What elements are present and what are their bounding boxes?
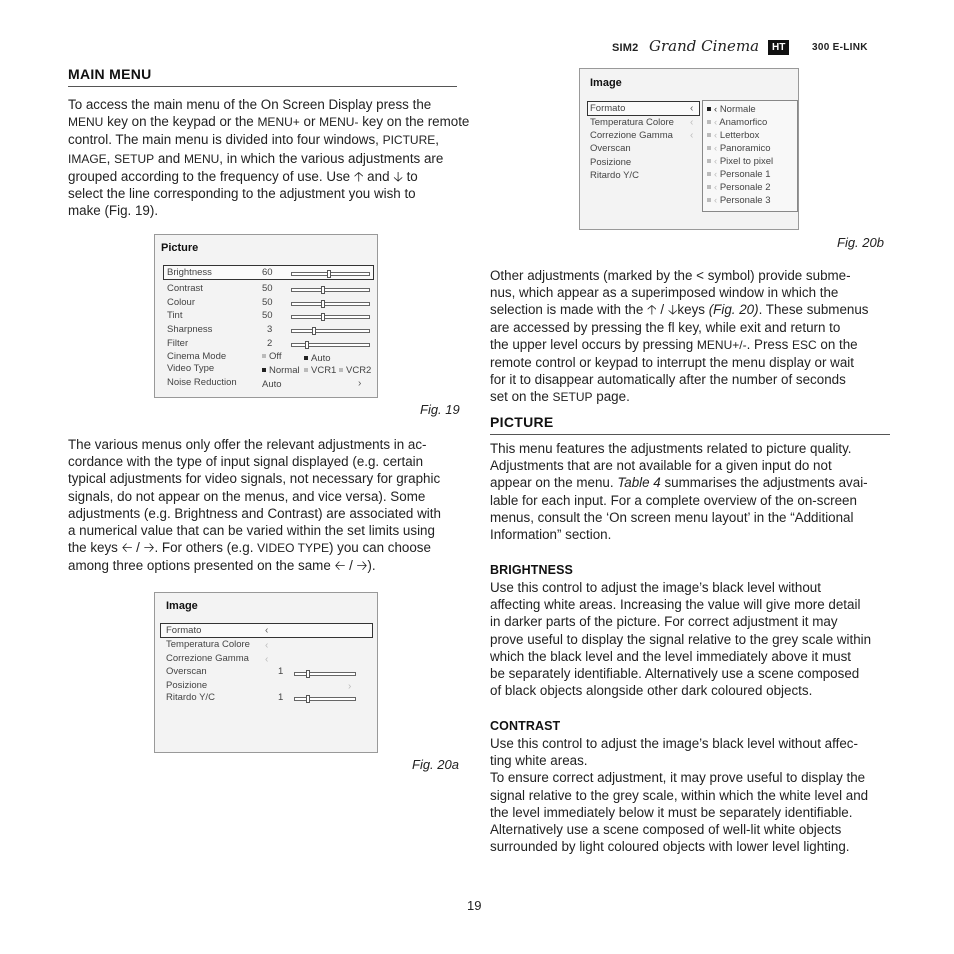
text-segment: PICTURE: [382, 133, 436, 148]
fig20b-option: [707, 156, 773, 167]
main-menu-heading: MAIN MENU: [68, 66, 152, 82]
slider-track: [291, 315, 370, 319]
fig19-row-label: Filter: [167, 338, 189, 349]
slider-track: [291, 302, 370, 306]
selected-chevron-left-icon: ‹: [690, 103, 694, 114]
text-line: make (Fig. 19).: [68, 203, 159, 219]
text-line: for it to disappear automatically after the number of seconds: [490, 372, 846, 388]
brand-header: [612, 37, 912, 58]
fig20b-option-label: Personale 2: [719, 182, 771, 193]
text-line: Adjustments that are not available for a given input do not: [490, 458, 832, 474]
fig19-row-value: 2: [267, 338, 273, 349]
slider-track: [291, 288, 370, 292]
text-segment: , in which the various adjustments are: [219, 150, 444, 166]
text-segment: IMAGE: [68, 151, 107, 166]
selected-chevron-left-icon: ‹: [265, 625, 269, 636]
text-segment: VIDEO TYPE: [257, 541, 329, 556]
fig19-row-label: Tint: [167, 310, 183, 321]
text-line: This menu features the adjustments related to picture quality.: [490, 441, 852, 456]
text-segment: the upper level occurs by pressing: [490, 336, 697, 352]
option-chevron-left-icon: ‹: [714, 195, 720, 206]
fig19-cinema-mode-off: Off: [262, 351, 282, 362]
text-segment: ,: [106, 150, 115, 166]
text-line: signals, do not appear on the menus, and vice versa). Some: [68, 488, 426, 504]
text-line: which the black level and the level immediately above it must: [490, 648, 851, 664]
option-dim-square-icon: [707, 146, 711, 150]
fig20b-option-label: Anamorfico: [719, 117, 768, 128]
fig20a-row-label: Temperatura Colore: [166, 639, 250, 650]
option-dim-square-icon: [707, 172, 711, 176]
brightness-paragraph: [490, 579, 890, 699]
slider-knob: [306, 670, 310, 678]
text-segment: ,: [435, 132, 439, 148]
fig20b-option: [707, 104, 756, 115]
text-line: surrounded by light coloured objects with lower level lighting.: [490, 839, 850, 855]
fig20a-ritardo-value: 1: [278, 692, 284, 703]
text-line: Use this control to adjust the image’s black level without: [490, 580, 821, 595]
text-segment: control. The main menu is divided into four windows,: [68, 132, 383, 148]
slider-track: [291, 343, 370, 347]
text-line: Other adjustments (marked by the < symbol) provide subme-: [490, 268, 851, 283]
text-segment: (Fig. 20): [708, 302, 759, 318]
text-segment: Table 4: [617, 475, 661, 491]
option-dim-square-icon: [262, 354, 266, 358]
main-menu-paragraph-1: [68, 96, 470, 219]
fig20b-option: [707, 130, 759, 141]
brand-script: Grand Cinema: [649, 37, 760, 55]
text-line: [490, 388, 890, 406]
fig19-video-type-vcr1: VCR1: [304, 365, 336, 376]
text-line: menus, consult the ‘On screen menu layout’ in the “Additional: [490, 509, 854, 525]
fig19-title: Picture: [161, 242, 199, 254]
brand-ht-badge: HT: [768, 40, 789, 55]
text-line: select the line corresponding to the adjustment you wish to: [68, 186, 416, 202]
text-line: Information” section.: [490, 527, 612, 543]
contrast-heading: CONTRAST: [490, 719, 561, 733]
slider-knob: [321, 300, 325, 308]
fig19-noise-reduction-value: Auto: [262, 379, 282, 390]
fig20b-submenu: [702, 100, 798, 212]
fig19-video-type-normal: Normal: [262, 365, 300, 376]
fig20b-option-label: Personale 3: [719, 195, 771, 206]
option-chevron-left-icon: ‹: [714, 143, 720, 154]
slider-knob: [327, 270, 331, 278]
picture-paragraph: [490, 440, 890, 543]
slider-knob: [321, 313, 325, 321]
fig20b-option-label: Pixel to pixel: [719, 156, 774, 167]
text-line: The various menus only offer the relevant adjustments in ac-: [68, 437, 427, 452]
slider-track: [291, 272, 370, 276]
fig19-caption: Fig. 19: [420, 402, 460, 417]
text-line: Use this control to adjust the image’s black level without affec-: [490, 736, 858, 751]
text-line: are accessed by pressing the fl key, while exit and return to: [490, 319, 841, 335]
page-number: 19: [467, 898, 482, 913]
fig19-row-label: Colour: [167, 297, 195, 308]
text-line: [68, 113, 470, 131]
text-line: remote control or keypad to interrupt the menu display or wait: [490, 355, 854, 371]
fig19-noise-reduction-label: Noise Reduction: [167, 377, 237, 388]
text-line: be separately identifiable. Alternatively use a scene composed: [490, 666, 860, 682]
fig20b-title: Image: [590, 77, 622, 89]
submenu-chevron-right-icon: ›: [358, 378, 362, 389]
text-line: among three options presented on the same 🡠 / 🡢).: [68, 558, 376, 574]
text-segment: ) you can choose: [328, 540, 431, 556]
fig19-video-type-vcr2: VCR2: [339, 365, 371, 376]
option-dim-square-icon: [707, 185, 711, 189]
text-segment: or: [299, 114, 320, 130]
fig20b-option-label: Normale: [719, 104, 756, 115]
fig19-video-type-label: Video Type: [167, 363, 215, 374]
fig19-row-label: Sharpness: [167, 324, 213, 335]
text-line: cordance with the type of input signal displayed (e.g. certain: [68, 454, 424, 470]
text-segment: . Press: [746, 336, 792, 352]
fig20b-row-label: Temperatura Colore: [590, 117, 674, 128]
option-selected-square-icon: [707, 107, 711, 111]
fig20a-row-label: Formato: [166, 625, 202, 636]
text-segment: MENU+/-: [696, 337, 747, 352]
fig19-cinema-mode-label: Cinema Mode: [167, 351, 227, 362]
submenu-chevron-left-icon: ‹: [690, 130, 694, 141]
option-dim-square-icon: [339, 368, 343, 372]
fig19-osd: [154, 234, 378, 398]
text-line: grouped according to the frequency of use. Use 🡡 and 🡣 to: [68, 168, 418, 184]
main-menu-paragraph-2: [68, 436, 464, 575]
fig20b-row-label: Posizione: [590, 157, 632, 168]
fig19-row-label: Contrast: [167, 283, 203, 294]
text-segment: on the: [816, 336, 858, 352]
text-line: of black objects alongside other dark coloured objects.: [490, 683, 813, 699]
fig20a-overscan-value: 1: [278, 666, 284, 677]
fig20b-option: [707, 117, 767, 128]
fig20a-row-label: Ritardo Y/C: [166, 692, 215, 703]
option-dim-square-icon: [304, 368, 308, 372]
text-line: [490, 336, 890, 354]
option-chevron-left-icon: ‹: [714, 182, 720, 193]
fig19-row-label: Brightness: [167, 267, 212, 278]
text-line: affecting white areas. Increasing the value will give more detail: [490, 597, 861, 613]
text-line: [68, 131, 464, 149]
picture-heading: PICTURE: [490, 414, 554, 430]
fig20b-row-label: Formato: [590, 103, 626, 114]
text-line: ting white areas.: [490, 753, 588, 769]
fig20b-option-label: Personale 1: [719, 169, 771, 180]
text-line: the level immediately below it must be separately identifiable.: [490, 804, 853, 820]
other-adjustments-paragraph: [490, 267, 890, 407]
fig20b-osd: [579, 68, 799, 230]
fig20a-title: Image: [166, 600, 198, 612]
fig20b-row-label: Ritardo Y/C: [590, 170, 639, 181]
fig20a-row-label: Correzione Gamma: [166, 653, 249, 664]
text-line: [68, 539, 464, 557]
fig20a-row-label: Posizione: [166, 680, 208, 691]
text-line: Alternatively use a scene composed of well-lit white objects: [490, 822, 842, 838]
submenu-chevron-left-icon: ‹: [265, 640, 269, 651]
text-segment: set on the: [490, 389, 553, 405]
fig20b-option: [707, 169, 771, 180]
text-line: in darker parts of the picture. For correct adjustment it may: [490, 614, 838, 630]
text-line: prove useful to display the signal relative to the grey scale within: [490, 631, 872, 647]
fig19-row-value: 50: [262, 283, 273, 294]
slider-track: [291, 329, 370, 333]
fig20b-option: [707, 143, 771, 154]
fig20b-option: [707, 195, 771, 206]
option-selected-square-icon: [262, 368, 266, 372]
fig20a-osd: [154, 592, 378, 753]
brightness-heading: BRIGHTNESS: [490, 563, 573, 577]
submenu-chevron-left-icon: ‹: [690, 117, 694, 128]
option-selected-square-icon: [304, 356, 308, 360]
text-line: lable for each input. For a complete overview of the on-screen: [490, 492, 857, 508]
picture-rule: [490, 434, 890, 435]
option-dim-square-icon: [707, 198, 711, 202]
option-chevron-left-icon: ‹: [714, 117, 720, 128]
fig20b-option-label: Letterbox: [719, 130, 760, 141]
option-chevron-left-icon: ‹: [714, 156, 720, 167]
text-segment: SETUP: [552, 390, 593, 405]
fig19-row-value: 60: [262, 267, 273, 278]
slider-knob: [312, 327, 316, 335]
text-segment: key on the keypad or the: [103, 114, 258, 130]
option-chevron-left-icon: ‹: [714, 104, 720, 115]
fig20a-caption: Fig. 20a: [412, 757, 459, 772]
text-line: nus, which appear as a superimposed window in which the: [490, 285, 839, 301]
contrast-paragraph: [490, 735, 890, 855]
option-dim-square-icon: [707, 133, 711, 137]
submenu-chevron-left-icon: ‹: [265, 654, 269, 665]
slider-knob: [305, 341, 309, 349]
text-segment: MENU+: [257, 115, 300, 130]
text-line: [68, 150, 464, 168]
model-name: 300 E-LINK: [812, 42, 868, 53]
option-dim-square-icon: [707, 159, 711, 163]
text-segment: MENU-: [319, 115, 359, 130]
slider-track: [294, 672, 356, 676]
text-line: To ensure correct adjustment, it may prove useful to display the: [490, 770, 866, 786]
text-segment: the keys 🡠 / 🡢. For others (e.g.: [68, 540, 258, 556]
fig20b-row-label: Correzione Gamma: [590, 130, 673, 141]
text-segment: appear on the menu.: [490, 475, 618, 491]
slider-track: [294, 697, 356, 701]
text-segment: and: [154, 150, 184, 166]
text-segment: summarises the adjustments avai-: [660, 475, 868, 491]
text-segment: MENU: [183, 151, 220, 166]
text-segment: . These submenus: [758, 302, 869, 318]
text-segment: SETUP: [114, 151, 155, 166]
fig20b-option-label: Panoramico: [719, 143, 771, 154]
fig20a-row-label: Overscan: [166, 666, 207, 677]
text-line: adjustments (e.g. Brightness and Contrast) are associated with: [68, 505, 441, 521]
text-line: a numerical value that can be varied within the set limits using: [68, 523, 435, 539]
text-line: [490, 301, 890, 318]
fig19-cinema-mode-auto: Auto: [304, 353, 331, 364]
option-chevron-left-icon: ‹: [714, 130, 720, 141]
text-segment: selection is made with the 🡡 / 🡣keys: [490, 302, 709, 318]
text-segment: ESC: [791, 337, 817, 352]
text-line: [490, 474, 890, 491]
text-line: To access the main menu of the On Screen Display press the: [68, 97, 432, 112]
option-chevron-left-icon: ‹: [714, 169, 720, 180]
text-segment: key on the remote: [358, 114, 470, 130]
text-line: signal relative to the grey scale, within which the white level and: [490, 787, 869, 803]
text-line: typical adjustments for video signals, not necessary for graphic: [68, 471, 441, 487]
fig19-row-value: 50: [262, 310, 273, 321]
text-segment: page.: [592, 389, 630, 405]
fig20b-caption: Fig. 20b: [837, 235, 884, 250]
fig19-row-value: 3: [267, 324, 273, 335]
fig19-row-value: 50: [262, 297, 273, 308]
main-menu-rule: [68, 86, 457, 87]
fig20b-option: [707, 182, 771, 193]
brand-sim: SIM2: [612, 42, 639, 54]
slider-knob: [306, 695, 310, 703]
text-segment: MENU: [68, 115, 104, 130]
slider-knob: [321, 286, 325, 294]
fig20b-row-label: Overscan: [590, 143, 631, 154]
option-dim-square-icon: [707, 120, 711, 124]
submenu-chevron-left-icon: ›: [348, 681, 352, 692]
